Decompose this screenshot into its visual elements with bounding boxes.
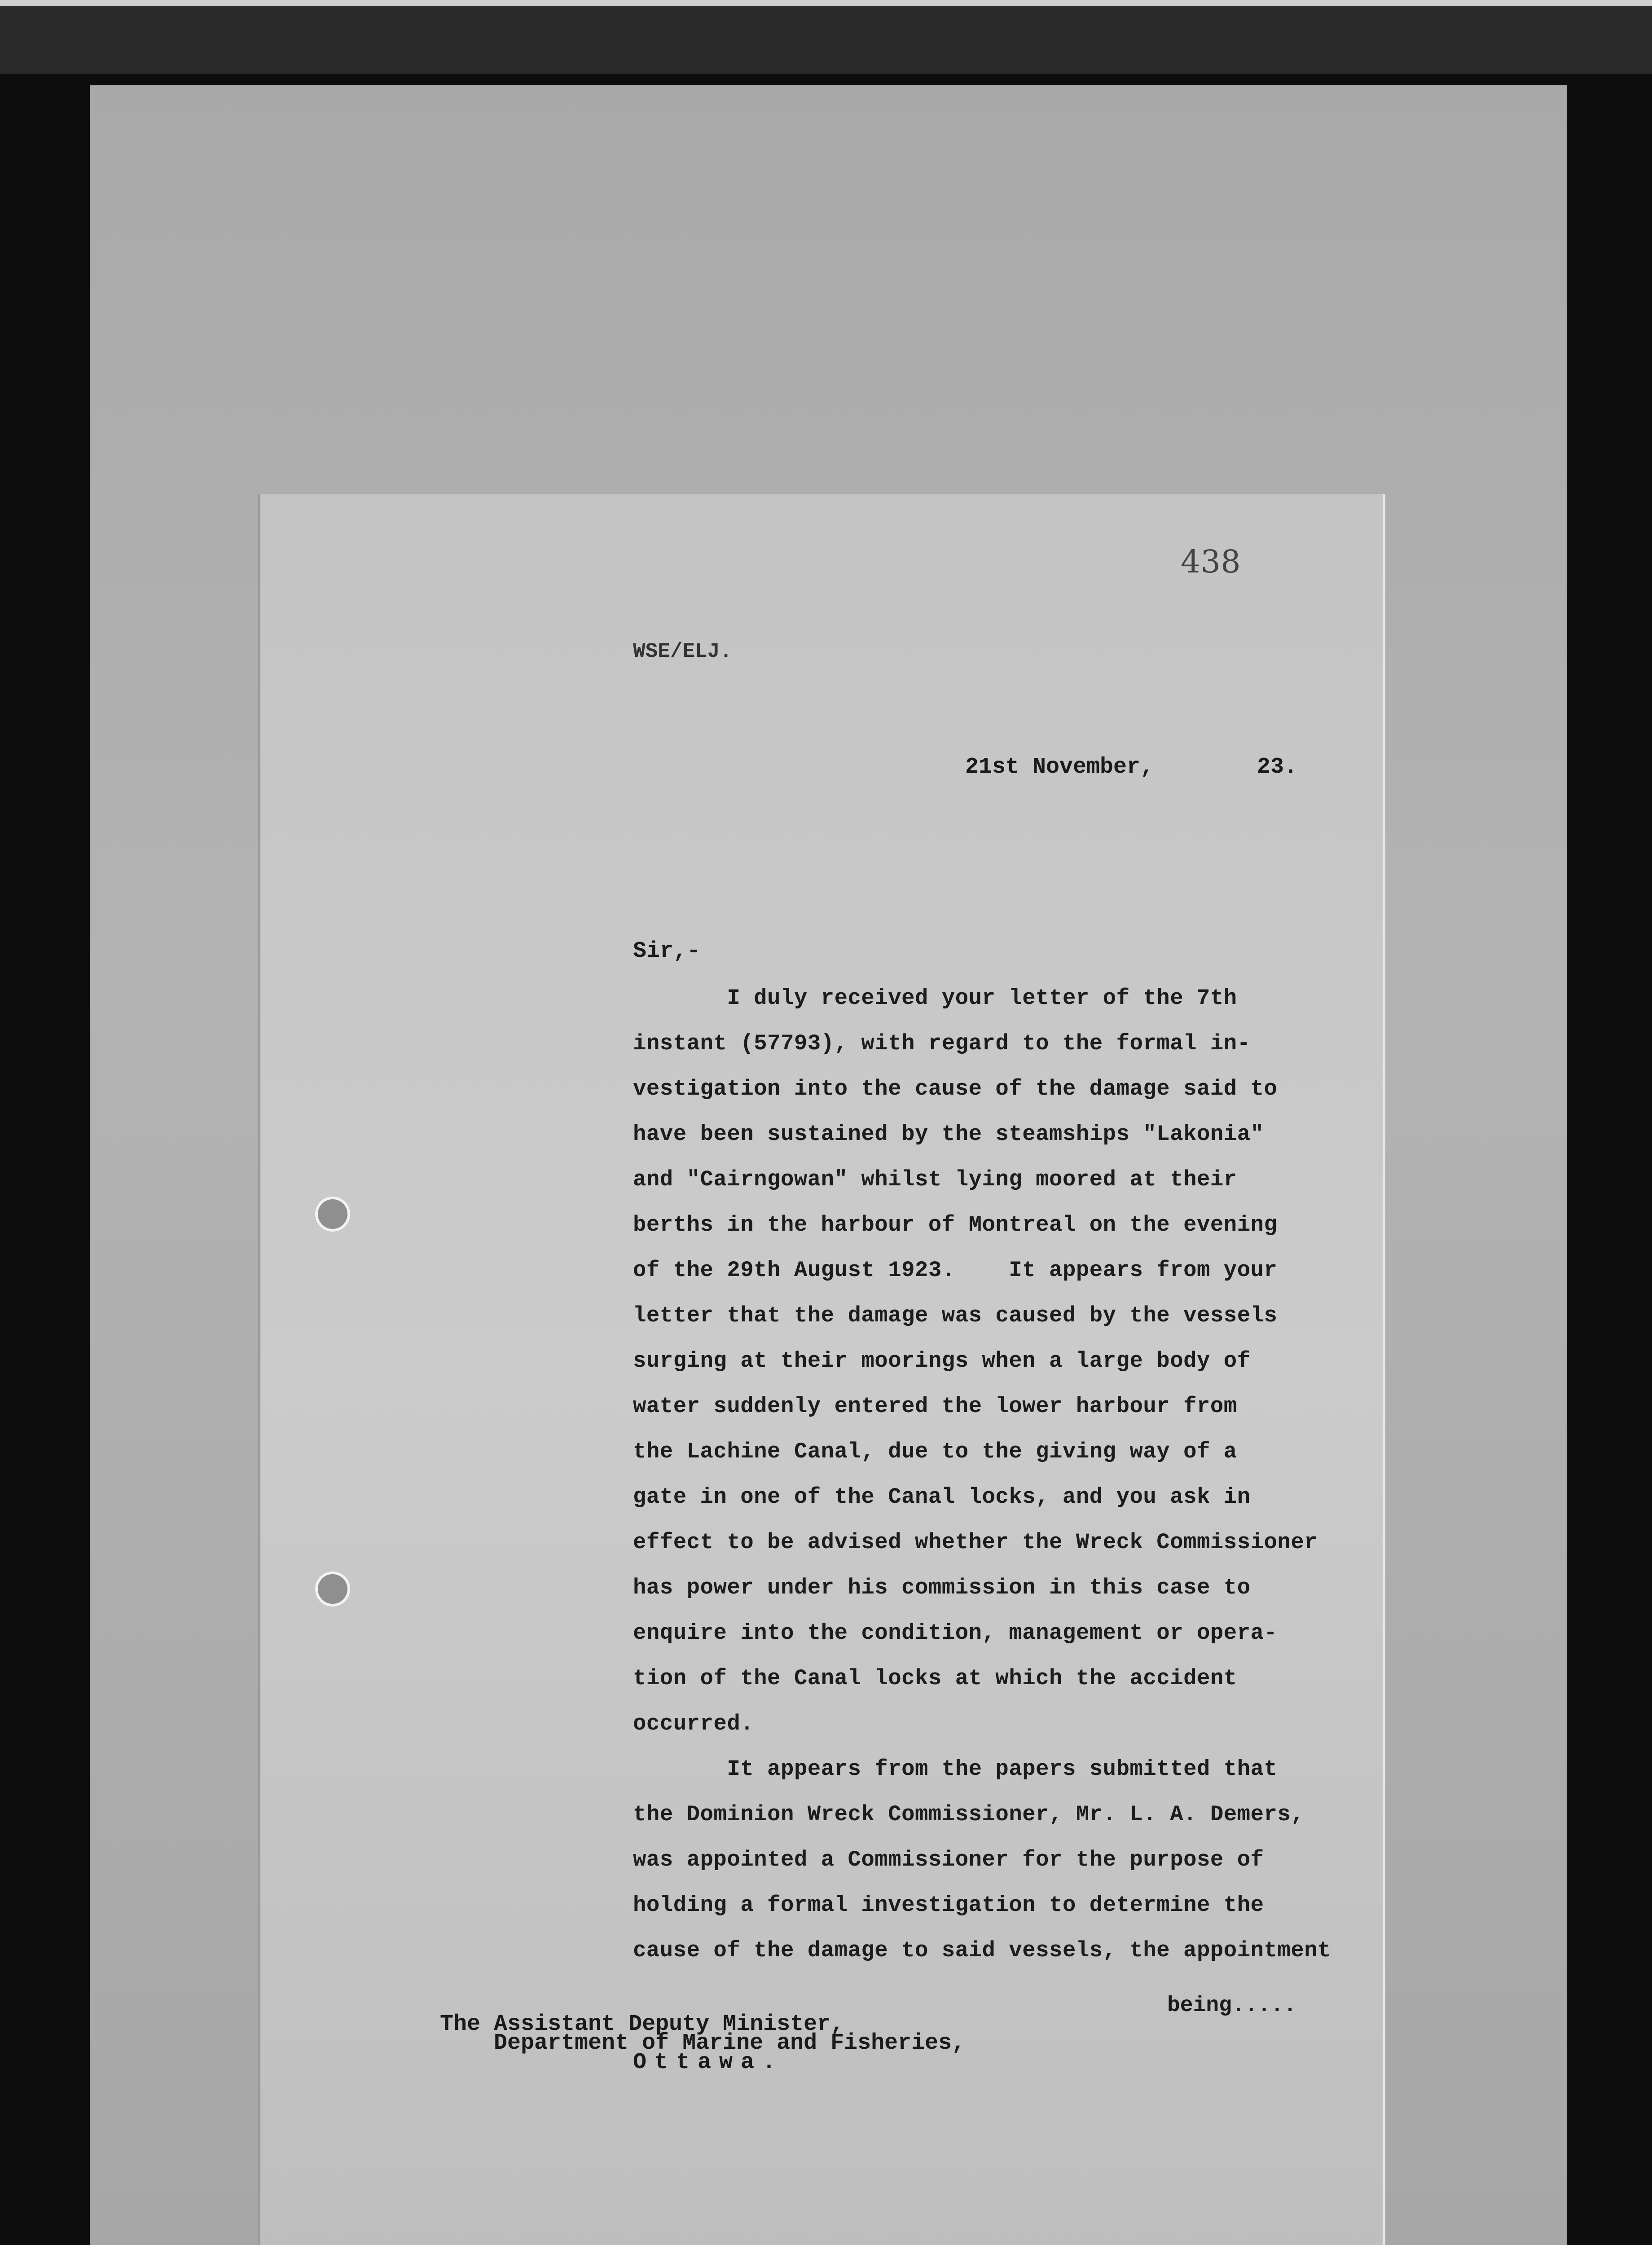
body-line: tion of the Canal locks at which the accident xyxy=(633,1666,1237,1691)
body-line: was appointed a Commissioner for the purpose of xyxy=(633,1847,1264,1872)
body-line: effect to be advised whether the Wreck Commissioner xyxy=(633,1530,1318,1555)
body-line: water suddenly entered the lower harbour from xyxy=(633,1394,1237,1419)
salutation: Sir,- xyxy=(633,938,701,964)
punch-hole-lower xyxy=(315,1572,350,1607)
body-line: holding a formal investigation to determine the xyxy=(633,1893,1264,1918)
letter-year: 23. xyxy=(1257,754,1298,780)
continuation-catchword: being..... xyxy=(1167,1994,1297,2018)
reference-initials: WSE/ELJ. xyxy=(633,640,732,663)
letter-date: 21st November, xyxy=(965,754,1154,780)
body-line: and "Cairngowan" whilst lying moored at their xyxy=(633,1167,1237,1192)
body-line: cause of the damage to said vessels, the appointment xyxy=(633,1938,1331,1963)
film-frame-edge xyxy=(0,0,1652,6)
film-frame-border xyxy=(0,6,1652,74)
body-line: I duly received your letter of the 7th xyxy=(633,986,1237,1011)
folio-number: 438 xyxy=(1181,543,1241,580)
body-line: gate in one of the Canal locks, and you ask in xyxy=(633,1484,1251,1510)
body-line: berths in the harbour of Montreal on the evening xyxy=(633,1212,1278,1237)
body-line: of the 29th August 1923. It appears from your xyxy=(633,1258,1278,1283)
body-line: It appears from the papers submitted that xyxy=(633,1756,1278,1782)
addressee-department: Department of Marine and Fisheries, xyxy=(494,2030,966,2056)
body-line: the Dominion Wreck Commissioner, Mr. L. A. Demers, xyxy=(633,1802,1305,1827)
addressee-title: The Assistant Deputy Minister, xyxy=(440,2012,844,2037)
body-line: occurred. xyxy=(633,1711,754,1736)
body-line: has power under his commission in this case to xyxy=(633,1575,1251,1600)
body-line: surging at their moorings when a large body of xyxy=(633,1348,1251,1373)
body-line: vestigation into the cause of the damage said to xyxy=(633,1076,1278,1101)
body-line: the Lachine Canal, due to the giving way of a xyxy=(633,1439,1237,1464)
body-line: have been sustained by the steamships "Lakonia" xyxy=(633,1122,1264,1147)
body-line: letter that the damage was caused by the vessels xyxy=(633,1303,1278,1328)
punch-hole-upper xyxy=(315,1197,350,1232)
addressee-city: Ottawa. xyxy=(633,2050,784,2075)
body-line: instant (57793), with regard to the formal in- xyxy=(633,1031,1251,1056)
body-line: enquire into the condition, management or opera- xyxy=(633,1620,1278,1646)
